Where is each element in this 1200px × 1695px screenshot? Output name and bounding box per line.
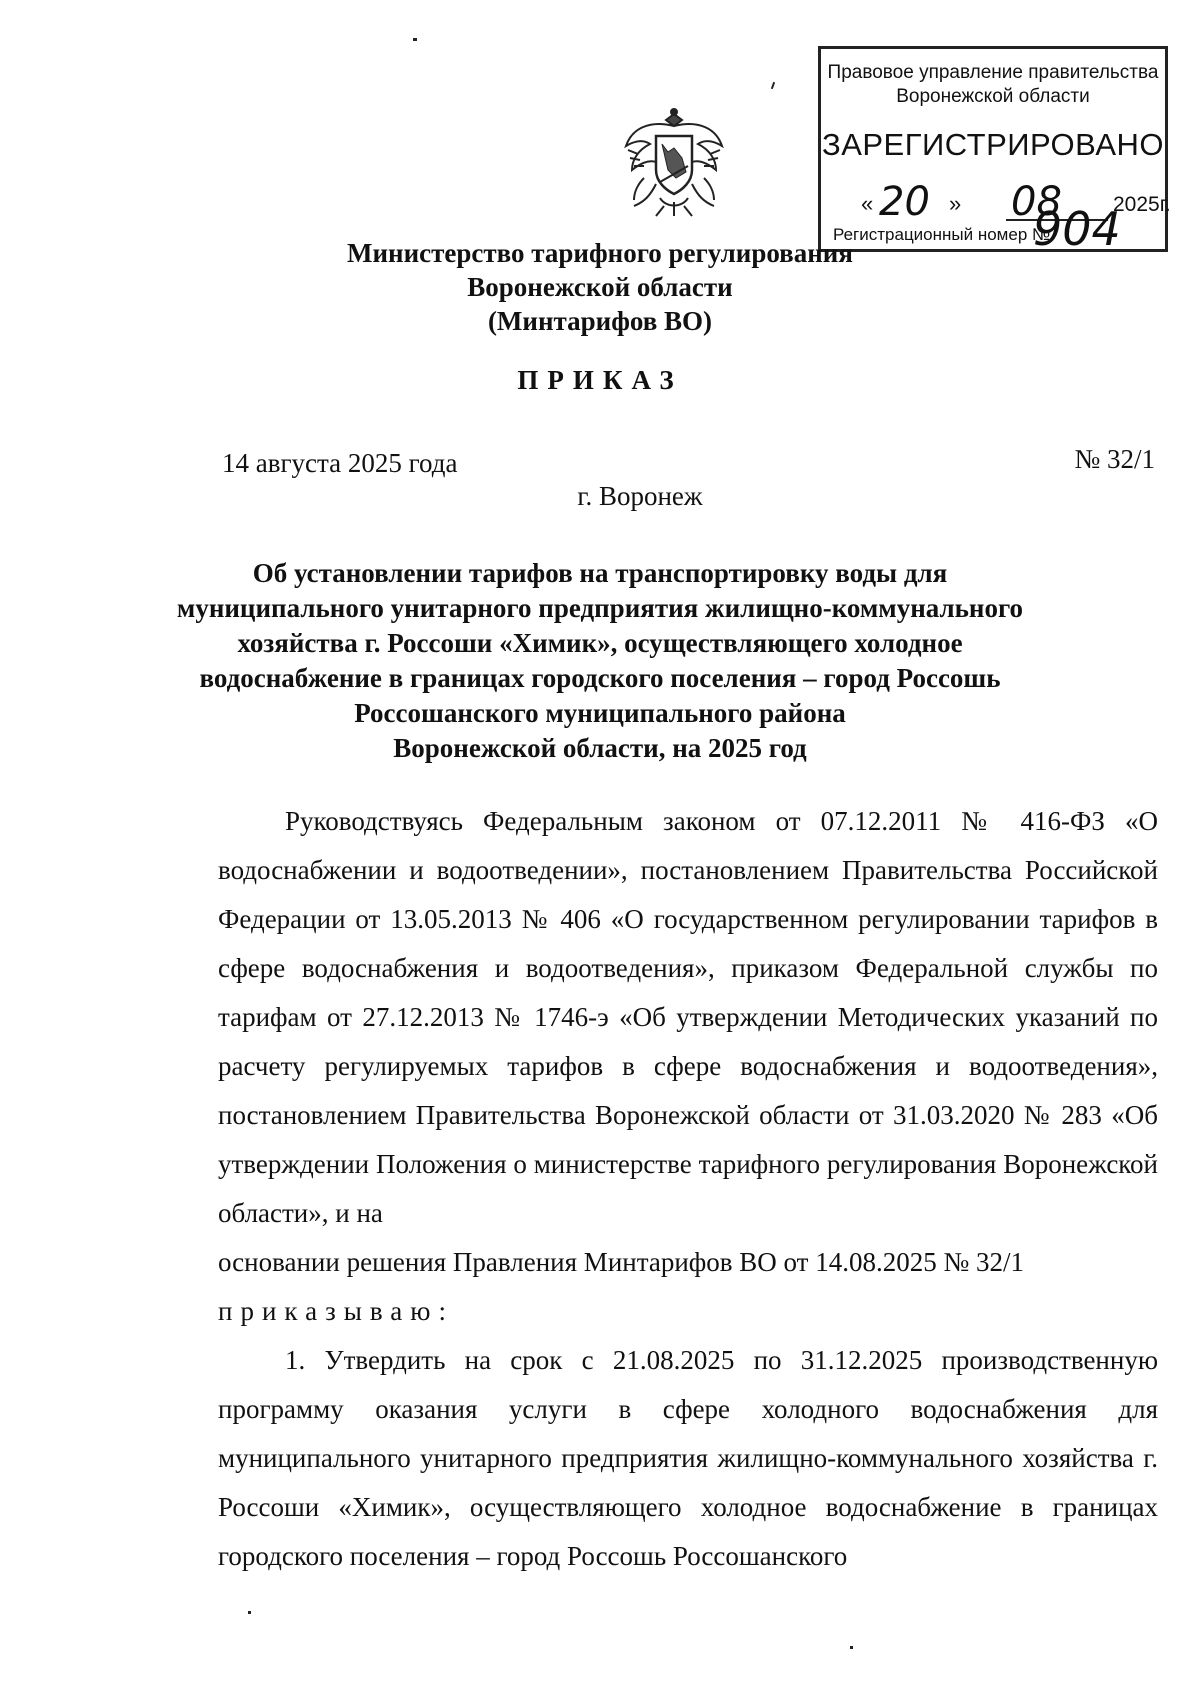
- subject-line-1: Об установлении тарифов на транспортировку воды для: [252, 558, 948, 588]
- subject-line-3: хозяйства г. Россоши «Химик», осуществляющего холодное: [237, 628, 963, 658]
- stamp-org-line-2: Воронежской области: [896, 86, 1090, 107]
- ministry-heading: [0, 236, 1200, 338]
- coat-of-arms-icon: [620, 106, 728, 218]
- document-number: № 32/1: [1074, 444, 1155, 474]
- stamp-reg-number: 904: [1033, 202, 1121, 256]
- subject-line-5: Россошанского муниципального района: [354, 698, 846, 728]
- preamble-paragraph-end: основании решения Правления Минтарифов ВО от 14.08.2025 № 32/1: [218, 1247, 1024, 1277]
- registration-stamp: [818, 46, 1171, 256]
- preamble-paragraph: Руководствуясь Федеральным законом от 07.12.2011 № 416-ФЗ «О водоснабжении и водоотведении», постановлением Правительства Российской Федерации от 13.05.2013 № 406 «О государственном регулировании тарифов в сфере водоснабжения и водоотведения», приказом Федеральной службы по тарифам от 27.12.2013 № 1746-э «Об утверждении Методических указаний по расчету регулируемых тарифов в сфере водоснабжения и водоотведения», постановлением Правительства Воронежской области от 31.03.2020 № 283 «Об утверждении Положения о министерстве тарифного регулирования Воронежской области», и на: [218, 806, 1158, 1228]
- stamp-month: 08: [1011, 179, 1062, 225]
- stamp-day: 20: [879, 179, 930, 225]
- scan-speck: [248, 1611, 251, 1614]
- document-city: г. Воронеж: [577, 481, 703, 511]
- order-item-1: 1. Утвердить на срок с 21.08.2025 по 31.12.2025 производственную программу оказания услуги в сфере холодного водоснабжения для муниципального унитарного предприятия жилищно-коммунального хозяйства г. Россоши «Химик», осуществляющего холодное водоснабжение в границах городского поселения – город Россошь Россошанского: [218, 1345, 1158, 1571]
- subject-line-2: муниципального унитарного предприятия жилищно-коммунального: [176, 593, 1024, 623]
- stamp-org-line-1: Правовое управление правительства: [827, 62, 1159, 83]
- subject-line-6: Воронежской области, на 2025 год: [393, 733, 807, 763]
- ministry-abbreviation: (Минтарифов ВО): [487, 306, 713, 336]
- stamp-organization: [821, 61, 1165, 109]
- scan-speck: [771, 82, 775, 89]
- document-date: 14 августа 2025 года: [222, 448, 458, 478]
- stamp-date: « 20 » 08 2025г.: [861, 179, 1171, 225]
- stamp-status: ЗАРЕГИСТРИРОВАНО: [821, 127, 1164, 162]
- stamp-reg-label: Регистрационный номер №: [833, 225, 1051, 244]
- document-subject: [0, 556, 1200, 766]
- order-word: приказываю:: [218, 1296, 454, 1326]
- document-body: [218, 797, 1158, 1581]
- stamp-year: 2025г.: [1113, 193, 1171, 216]
- document-type: ПРИКАЗ: [517, 365, 683, 395]
- ministry-name-line-1: Министерство тарифного регулирования: [347, 238, 853, 268]
- ministry-name-line-2: Воронежской области: [467, 272, 733, 302]
- scan-speck: [413, 38, 417, 41]
- subject-line-4: водоснабжение в границах городского поселения – город Россошь: [199, 663, 1001, 693]
- scan-speck: [850, 1646, 853, 1649]
